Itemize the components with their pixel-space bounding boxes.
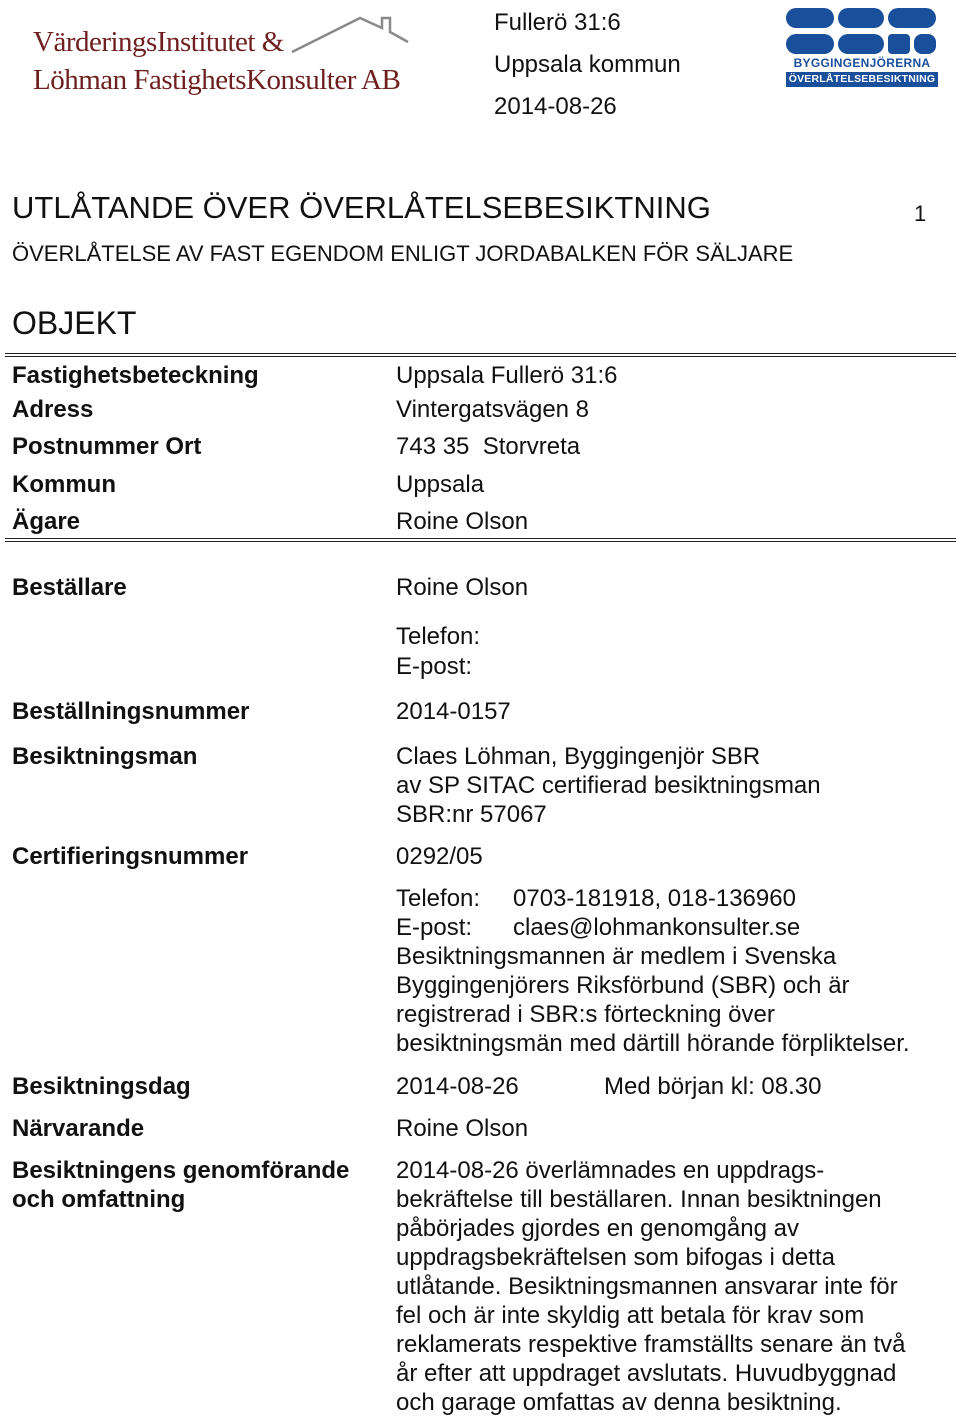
member-line-1: Besiktningsmannen är medlem i Svenska (396, 943, 837, 970)
value-bestallningsnummer: 2014-0157 (396, 698, 511, 725)
divider-bottom (5, 538, 956, 542)
value-besiktningsdag: 2014-08-26 (396, 1073, 519, 1100)
document-title: UTLÅTANDE ÖVER ÖVERLÅTELSEBESIKTNING (12, 190, 711, 225)
sbr-logo-line1: BYGGINGENJÖRERNA (793, 56, 931, 70)
genomforande-line-9: och garage omfattas av denna besiktning. (396, 1389, 842, 1416)
kontakt-epost-value: claes@lohmankonsulter.se (513, 914, 801, 941)
logo-text-line2: Löhman FastighetsKonsulter AB (33, 64, 401, 96)
besiktningsdag-start: Med början kl: 08.30 (604, 1073, 822, 1100)
genomforande-line-6: fel och är inte skyldig att betala för krav som (396, 1302, 865, 1329)
page-number: 1 (914, 201, 927, 226)
besiktningsman-line3: SBR:nr 57067 (396, 801, 547, 828)
header-municipality: Uppsala kommun (494, 51, 681, 78)
label-bestallningsnummer: Beställningsnummer (12, 698, 250, 725)
besiktningsman-line1: Claes Löhman, Byggingenjör SBR (396, 743, 761, 770)
document-subtitle: ÖVERLÅTELSE AV FAST EGENDOM ENLIGT JORDABALKEN FÖR SÄLJARE (12, 241, 794, 266)
header-date: 2014-08-26 (494, 93, 617, 120)
value-postnummer-ort: 743 35 Storvreta (396, 433, 581, 460)
member-line-2: Byggingenjörers Riksförbund (SBR) och är (396, 972, 850, 999)
genomforande-line-4: uppdragsbekräftelsen som bifogas i detta (396, 1244, 835, 1271)
label-genomforande-1: Besiktningens genomförande (12, 1157, 350, 1184)
sbr-logo-letters (786, 8, 938, 56)
genomforande-line-5: utlåtande. Besiktningsmannen ansvarar inte för (396, 1273, 898, 1300)
bestallare-epost-label: E-post: (396, 653, 473, 680)
label-besiktningsman: Besiktningsman (12, 743, 198, 770)
label-fastighetsbeteckning: Fastighetsbeteckning (12, 362, 259, 389)
genomforande-line-1: 2014-08-26 överlämnades en uppdrags- (396, 1157, 825, 1184)
company-logo (15, 6, 455, 100)
label-kommun: Kommun (12, 471, 116, 498)
label-postnummer-ort: Postnummer Ort (12, 433, 202, 460)
label-narvarande: Närvarande (12, 1115, 145, 1142)
bestallare-telefon-label: Telefon: (396, 623, 481, 650)
member-line-3: registrerad i SBR:s förteckning över (396, 1001, 775, 1028)
divider-top (5, 353, 956, 357)
value-agare: Roine Olson (396, 508, 529, 535)
kontakt-telefon-label: Telefon: (396, 885, 481, 912)
label-certifieringsnummer: Certifieringsnummer (12, 843, 249, 870)
house-roof-icon (290, 12, 410, 62)
sbr-logo (786, 8, 938, 88)
kontakt-telefon-value: 0703-181918, 018-136960 (513, 885, 796, 912)
header-property: Fullerö 31:6 (494, 9, 621, 36)
logo-text-line1: VärderingsInstitutet & (33, 26, 284, 58)
kontakt-epost-label: E-post: (396, 914, 473, 941)
value-bestallare: Roine Olson (396, 574, 529, 601)
label-besiktningsdag: Besiktningsdag (12, 1073, 191, 1100)
label-genomforande-2: och omfattning (12, 1186, 186, 1213)
genomforande-line-7: reklamerats respektive framställts senare än två (396, 1331, 906, 1358)
genomforande-line-2: bekräftelse till beställaren. Innan besiktningen (396, 1186, 882, 1213)
section-heading-objekt: OBJEKT (12, 305, 137, 341)
genomforande-line-3: påbörjades gjordes en genomgång av (396, 1215, 799, 1242)
label-agare: Ägare (12, 508, 81, 535)
value-adress: Vintergatsvägen 8 (396, 396, 590, 423)
value-narvarande: Roine Olson (396, 1115, 529, 1142)
besiktningsman-line2: av SP SITAC certifierad besiktningsman (396, 772, 821, 799)
value-kommun: Uppsala (396, 471, 485, 498)
member-line-4: besiktningsmän med därtill hörande förpliktelser. (396, 1030, 910, 1057)
sbr-logo-line2: ÖVERLÅTELSEBESIKTNING (786, 72, 938, 87)
genomforande-line-8: år efter att uppdraget avslutats. Huvudbyggnad (396, 1360, 897, 1387)
value-certifieringsnummer: 0292/05 (396, 843, 483, 870)
label-bestallare: Beställare (12, 574, 127, 601)
value-fastighetsbeteckning: Uppsala Fullerö 31:6 (396, 362, 618, 389)
label-adress: Adress (12, 396, 94, 423)
